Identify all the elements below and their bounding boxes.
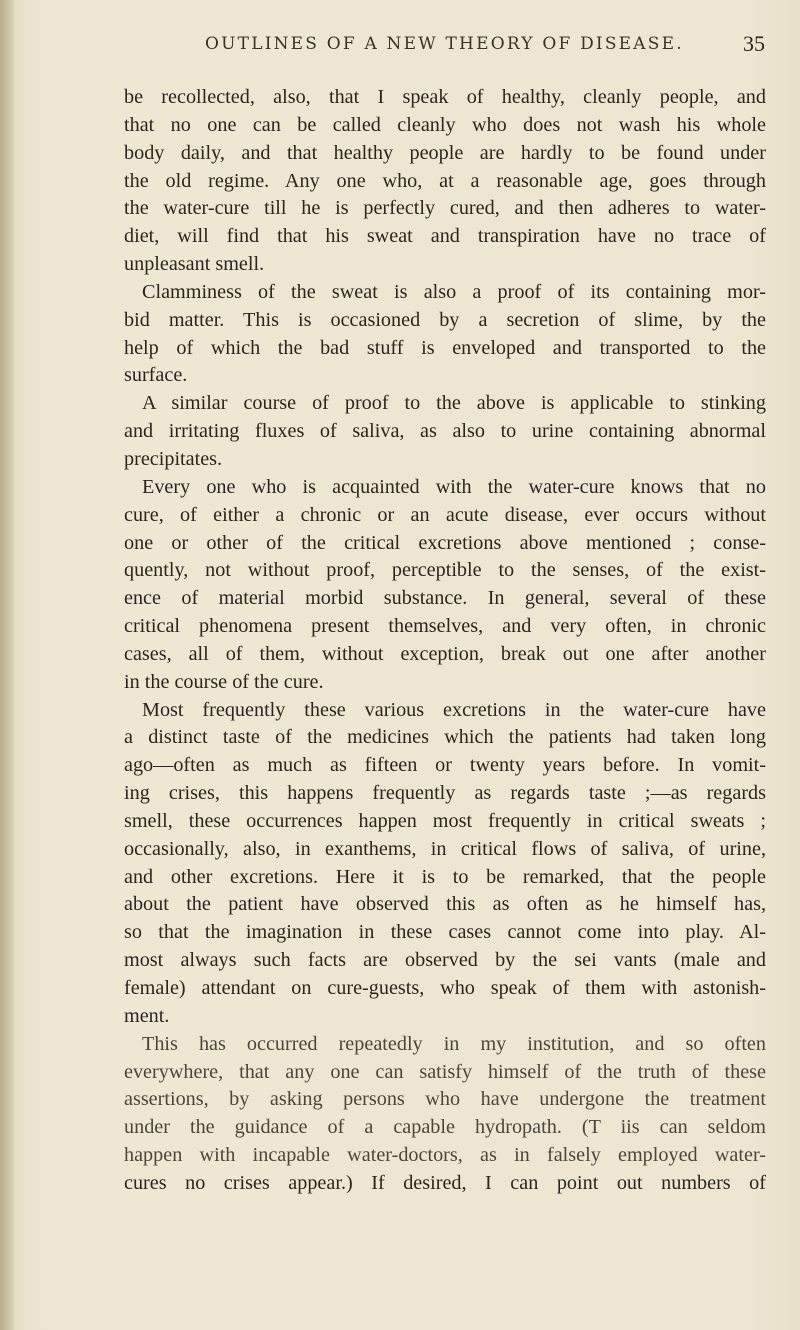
- paragraph-start: This has occurred repeatedly in my institution, and so often: [142, 1032, 766, 1055]
- text-line: so that the imagination in these cases cannot come into play. Al-: [124, 921, 766, 944]
- text-line: and irritating fluxes of saliva, as also to urine containing abnormal: [124, 420, 766, 443]
- text-line: one or other of the critical excretions above mentioned ; conse-: [124, 531, 766, 554]
- text-line: occasionally, also, in exanthems, in critical flows of saliva, of urine,: [124, 837, 766, 860]
- page-header: [205, 31, 765, 58]
- text-line: and other excretions. Here it is to be remarked, that the people: [124, 865, 766, 888]
- paragraph-start: A similar course of proof to the above is applicable to stinking: [142, 392, 766, 415]
- text-line: female) attendant on cure-guests, who speak of them with astonish-: [124, 977, 766, 999]
- text-line: about the patient have observed this as often as he himself has,: [124, 893, 766, 916]
- running-head: OUTLINES OF A NEW THEORY OF DISEASE.: [205, 34, 684, 54]
- text-line: quently, not without proof, perceptible to the senses, of the exist-: [124, 559, 766, 582]
- text-line: assertions, by asking persons who have undergone the treatment: [124, 1088, 766, 1111]
- text-line: ment.: [124, 1004, 170, 1027]
- text-line: in the course of the cure.: [124, 670, 324, 693]
- text-line: be recollected, also, that I speak of healthy, cleanly people, and: [124, 86, 766, 108]
- text-line: that no one can be called cleanly who does not wash his whole: [124, 113, 766, 136]
- text-line: help of which the bad stuff is enveloped and transported to the: [124, 336, 766, 359]
- text-line: ence of material morbid substance. In general, several of these: [124, 587, 766, 610]
- paragraph-start: Clamminess of the sweat is also a proof of its containing mor-: [142, 280, 766, 303]
- text-line: precipitates.: [124, 447, 223, 470]
- text-line: happen with incapable water-doctors, as in falsely employed water-: [124, 1144, 766, 1167]
- text-line: cures no crises appear.) If desired, I can point out numbers of: [124, 1171, 766, 1194]
- text-line: unpleasant smell.: [124, 253, 265, 276]
- text-line: body daily, and that healthy people are hardly to be found under: [124, 141, 766, 164]
- text-line: the water-cure till he is perfectly cured, and then adheres to water-: [124, 197, 766, 220]
- text-line: under the guidance of a capable hydropath. (T iis can seldom: [124, 1116, 766, 1139]
- text-line: diet, will find that his sweat and transpiration have no trace of: [124, 225, 766, 248]
- text-line: cases, all of them, without exception, break out one after another: [124, 642, 766, 665]
- text-line: ing crises, this happens frequently as regards taste ;—as regards: [124, 782, 766, 805]
- text-line: critical phenomena present themselves, and very often, in chronic: [124, 615, 766, 638]
- text-line: bid matter. This is occasioned by a secretion of slime, by the: [124, 308, 766, 331]
- page-number: 35: [743, 31, 765, 56]
- text-line: a distinct taste of the medicines which the patients had taken long: [124, 726, 766, 749]
- page-gutter-shadow: [0, 0, 14, 1330]
- paragraph-start: Every one who is acquainted with the water-cure knows that no: [142, 475, 766, 498]
- text-line: most always such facts are observed by the sei vants (male and: [124, 949, 766, 972]
- paragraph-start: Most frequently these various excretions in the water-cure have: [142, 698, 766, 721]
- text-line: smell, these occurrences happen most frequently in critical sweats ;: [124, 809, 766, 832]
- text-line: ago—often as much as fifteen or twenty years before. In vomit-: [124, 754, 766, 777]
- text-line: the old regime. Any one who, at a reasonable age, goes through: [124, 169, 766, 192]
- body-text: [124, 84, 766, 1198]
- text-line: surface.: [124, 364, 188, 387]
- text-line: everywhere, that any one can satisfy himself of the truth of these: [124, 1060, 766, 1083]
- text-line: cure, of either a chronic or an acute disease, ever occurs without: [124, 503, 766, 526]
